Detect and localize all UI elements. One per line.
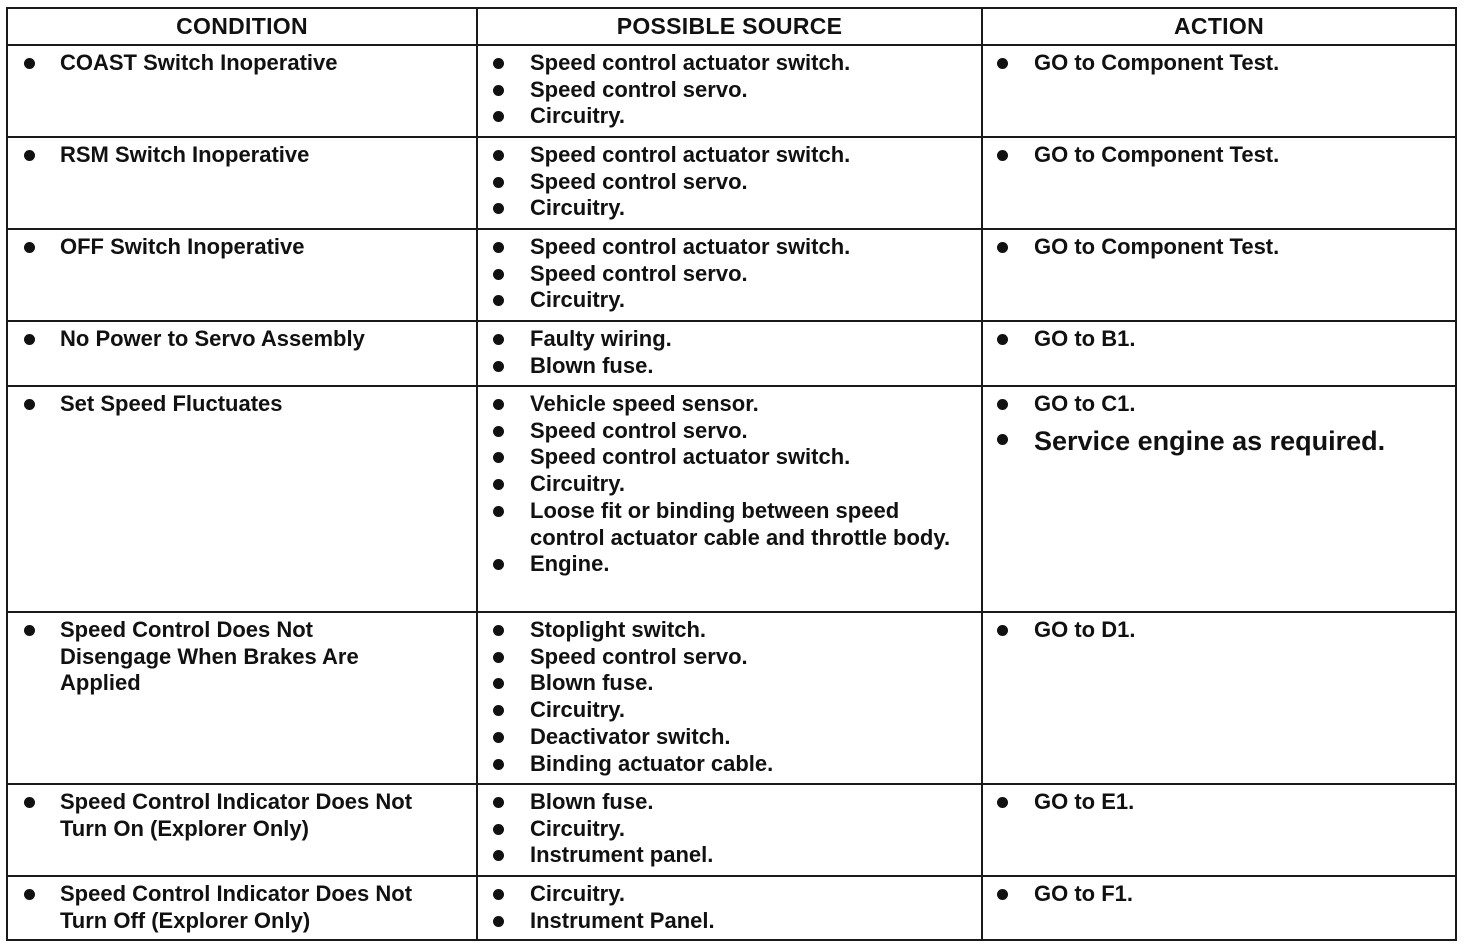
source-text: Circuitry. (530, 697, 625, 723)
condition-text: No Power to Servo Assembly (60, 326, 365, 351)
bullet-icon (493, 850, 504, 861)
bullet-icon (493, 732, 504, 743)
source-text: Binding actuator cable. (530, 750, 774, 776)
action-text: Service engine as required. (1034, 425, 1386, 456)
source-text: Blown fuse. (530, 670, 654, 696)
bullet-icon (997, 242, 1008, 253)
source-item (478, 816, 971, 843)
source-text: Speed control servo. (530, 260, 748, 286)
source-item (478, 617, 971, 644)
source-text: Speed control actuator switch. (530, 142, 851, 167)
action-cell (982, 229, 1456, 321)
source-cell (477, 321, 982, 386)
table-row (7, 876, 1456, 940)
action-text: GO to Component Test. (1034, 234, 1280, 259)
source-item (478, 261, 971, 288)
table-row (7, 784, 1456, 876)
action-text: GO to C1. (1034, 391, 1136, 416)
source-item (478, 418, 971, 445)
bullet-icon (493, 177, 504, 188)
source-item (478, 842, 971, 869)
table-row (7, 45, 1456, 137)
action-cell (982, 784, 1456, 876)
bullet-icon (493, 150, 504, 161)
source-item (478, 326, 971, 353)
action-item (983, 426, 1445, 456)
source-item (478, 391, 971, 418)
condition-cell (7, 229, 477, 321)
source-item (478, 234, 971, 261)
source-cell (477, 876, 982, 940)
condition-item (8, 789, 466, 842)
table-row (7, 229, 1456, 321)
action-item (983, 234, 1445, 261)
source-item (478, 724, 971, 751)
source-text: Circuitry. (530, 471, 625, 497)
table-row (7, 612, 1456, 784)
action-text: GO to B1. (1034, 326, 1136, 351)
bullet-icon (24, 242, 35, 253)
condition-item (8, 50, 466, 77)
condition-item (8, 881, 466, 934)
action-item (983, 142, 1445, 169)
source-text: Speed control servo. (530, 76, 748, 102)
bullet-icon (493, 506, 504, 517)
source-text: Blown fuse. (530, 789, 654, 814)
bullet-icon (997, 889, 1008, 900)
condition-cell (7, 386, 477, 612)
source-text: Deactivator switch. (530, 723, 731, 749)
source-item (478, 551, 971, 578)
condition-cell (7, 612, 477, 784)
bullet-icon (493, 479, 504, 490)
source-text: Speed control servo. (530, 643, 748, 669)
condition-text: Set Speed Fluctuates (60, 391, 283, 416)
source-text: Speed control servo. (530, 168, 748, 194)
source-item (478, 471, 971, 498)
source-cell (477, 386, 982, 612)
bullet-icon (997, 334, 1008, 345)
source-item (478, 644, 971, 671)
source-text: Circuitry. (530, 103, 625, 129)
action-cell (982, 321, 1456, 386)
bullet-icon (493, 334, 504, 345)
condition-cell (7, 137, 477, 229)
source-text: Speed control servo. (530, 417, 748, 443)
source-item (478, 751, 971, 778)
condition-text: OFF Switch Inoperative (60, 234, 305, 259)
action-item (983, 617, 1445, 644)
source-item (478, 498, 971, 551)
condition-cell (7, 321, 477, 386)
source-cell (477, 612, 982, 784)
bullet-icon (493, 625, 504, 636)
bullet-icon (493, 203, 504, 214)
action-text: GO to E1. (1034, 789, 1135, 814)
bullet-icon (24, 625, 35, 636)
bullet-icon (493, 452, 504, 463)
action-cell (982, 45, 1456, 137)
bullet-icon (493, 705, 504, 716)
bullet-icon (493, 916, 504, 927)
condition-item (8, 617, 466, 697)
source-cell (477, 784, 982, 876)
source-item (478, 142, 971, 169)
condition-text: COAST Switch Inoperative (60, 50, 338, 75)
condition-cell (7, 784, 477, 876)
bullet-icon (493, 559, 504, 570)
bullet-icon (493, 426, 504, 437)
bullet-icon (24, 797, 35, 808)
bullet-icon (493, 58, 504, 69)
action-cell (982, 876, 1456, 940)
bullet-icon (24, 334, 35, 345)
condition-cell (7, 45, 477, 137)
bullet-icon (24, 58, 35, 69)
source-item (478, 169, 971, 196)
condition-text: Speed Control Does Not Disengage When Brakes Are Applied (60, 617, 359, 696)
condition-item (8, 391, 466, 418)
action-item (983, 881, 1445, 908)
bullet-icon (493, 678, 504, 689)
bullet-icon (493, 85, 504, 96)
bullet-icon (997, 797, 1008, 808)
source-item (478, 444, 971, 471)
bullet-icon (493, 111, 504, 122)
action-item (983, 326, 1445, 353)
source-cell (477, 229, 982, 321)
source-text: Blown fuse. (530, 352, 654, 378)
condition-item (8, 142, 466, 169)
source-text: Circuitry. (530, 881, 625, 906)
table-row (7, 321, 1456, 386)
source-text: Instrument Panel. (530, 907, 715, 933)
source-item (478, 195, 971, 222)
header-row (7, 8, 1456, 45)
source-text: Engine. (530, 551, 610, 577)
bullet-icon (493, 889, 504, 900)
source-text: Circuitry. (530, 287, 625, 313)
bullet-icon (493, 295, 504, 306)
source-item (478, 287, 971, 314)
table-row (7, 386, 1456, 612)
source-cell (477, 137, 982, 229)
source-item (478, 353, 971, 380)
source-item (478, 103, 971, 130)
bullet-icon (997, 434, 1008, 445)
action-cell (982, 386, 1456, 612)
source-text: Stoplight switch. (530, 617, 706, 642)
source-item (478, 50, 971, 77)
source-item (478, 670, 971, 697)
action-header: ACTION (982, 8, 1456, 45)
source-text: Speed control actuator switch. (530, 444, 851, 470)
bullet-icon (493, 242, 504, 253)
bullet-icon (493, 824, 504, 835)
condition-text: Speed Control Indicator Does Not Turn On (Explorer Only) (60, 789, 413, 841)
source-cell (477, 45, 982, 137)
source-item (478, 77, 971, 104)
action-text: GO to D1. (1034, 617, 1136, 642)
bullet-icon (493, 759, 504, 770)
bullet-icon (997, 625, 1008, 636)
action-item (983, 789, 1445, 816)
source-text: Circuitry. (530, 815, 625, 841)
source-item (478, 881, 971, 908)
action-item (983, 391, 1445, 418)
bullet-icon (493, 399, 504, 410)
condition-text: Speed Control Indicator Does Not Turn Off (Explorer Only) (60, 881, 413, 933)
bullet-icon (24, 150, 35, 161)
condition-text: RSM Switch Inoperative (60, 142, 310, 167)
condition-item (8, 234, 466, 261)
action-cell (982, 137, 1456, 229)
condition-item (8, 326, 466, 353)
bullet-icon (997, 150, 1008, 161)
table-row (7, 137, 1456, 229)
bullet-icon (997, 58, 1008, 69)
source-header: POSSIBLE SOURCE (477, 8, 982, 45)
source-item (478, 908, 971, 935)
source-item (478, 697, 971, 724)
condition-cell (7, 876, 477, 940)
source-text: Speed control actuator switch. (530, 234, 851, 259)
source-text: Speed control actuator switch. (530, 50, 851, 75)
action-text: GO to F1. (1034, 881, 1133, 906)
diagnosis-table (6, 7, 1457, 941)
condition-header: CONDITION (7, 8, 477, 45)
action-text: GO to Component Test. (1034, 50, 1280, 75)
source-text: Circuitry. (530, 195, 625, 221)
bullet-icon (493, 652, 504, 663)
bullet-icon (493, 361, 504, 372)
bullet-icon (493, 797, 504, 808)
action-cell (982, 612, 1456, 784)
action-item (983, 50, 1445, 77)
source-text: Loose fit or binding between speed control actuator cable and throttle body. (530, 497, 951, 550)
source-item (478, 789, 971, 816)
source-text: Instrument panel. (530, 842, 714, 868)
bullet-icon (24, 889, 35, 900)
source-text: Vehicle speed sensor. (530, 391, 759, 416)
source-text: Faulty wiring. (530, 326, 672, 351)
bullet-icon (997, 399, 1008, 410)
bullet-icon (493, 269, 504, 280)
bullet-icon (24, 399, 35, 410)
action-text: GO to Component Test. (1034, 142, 1280, 167)
